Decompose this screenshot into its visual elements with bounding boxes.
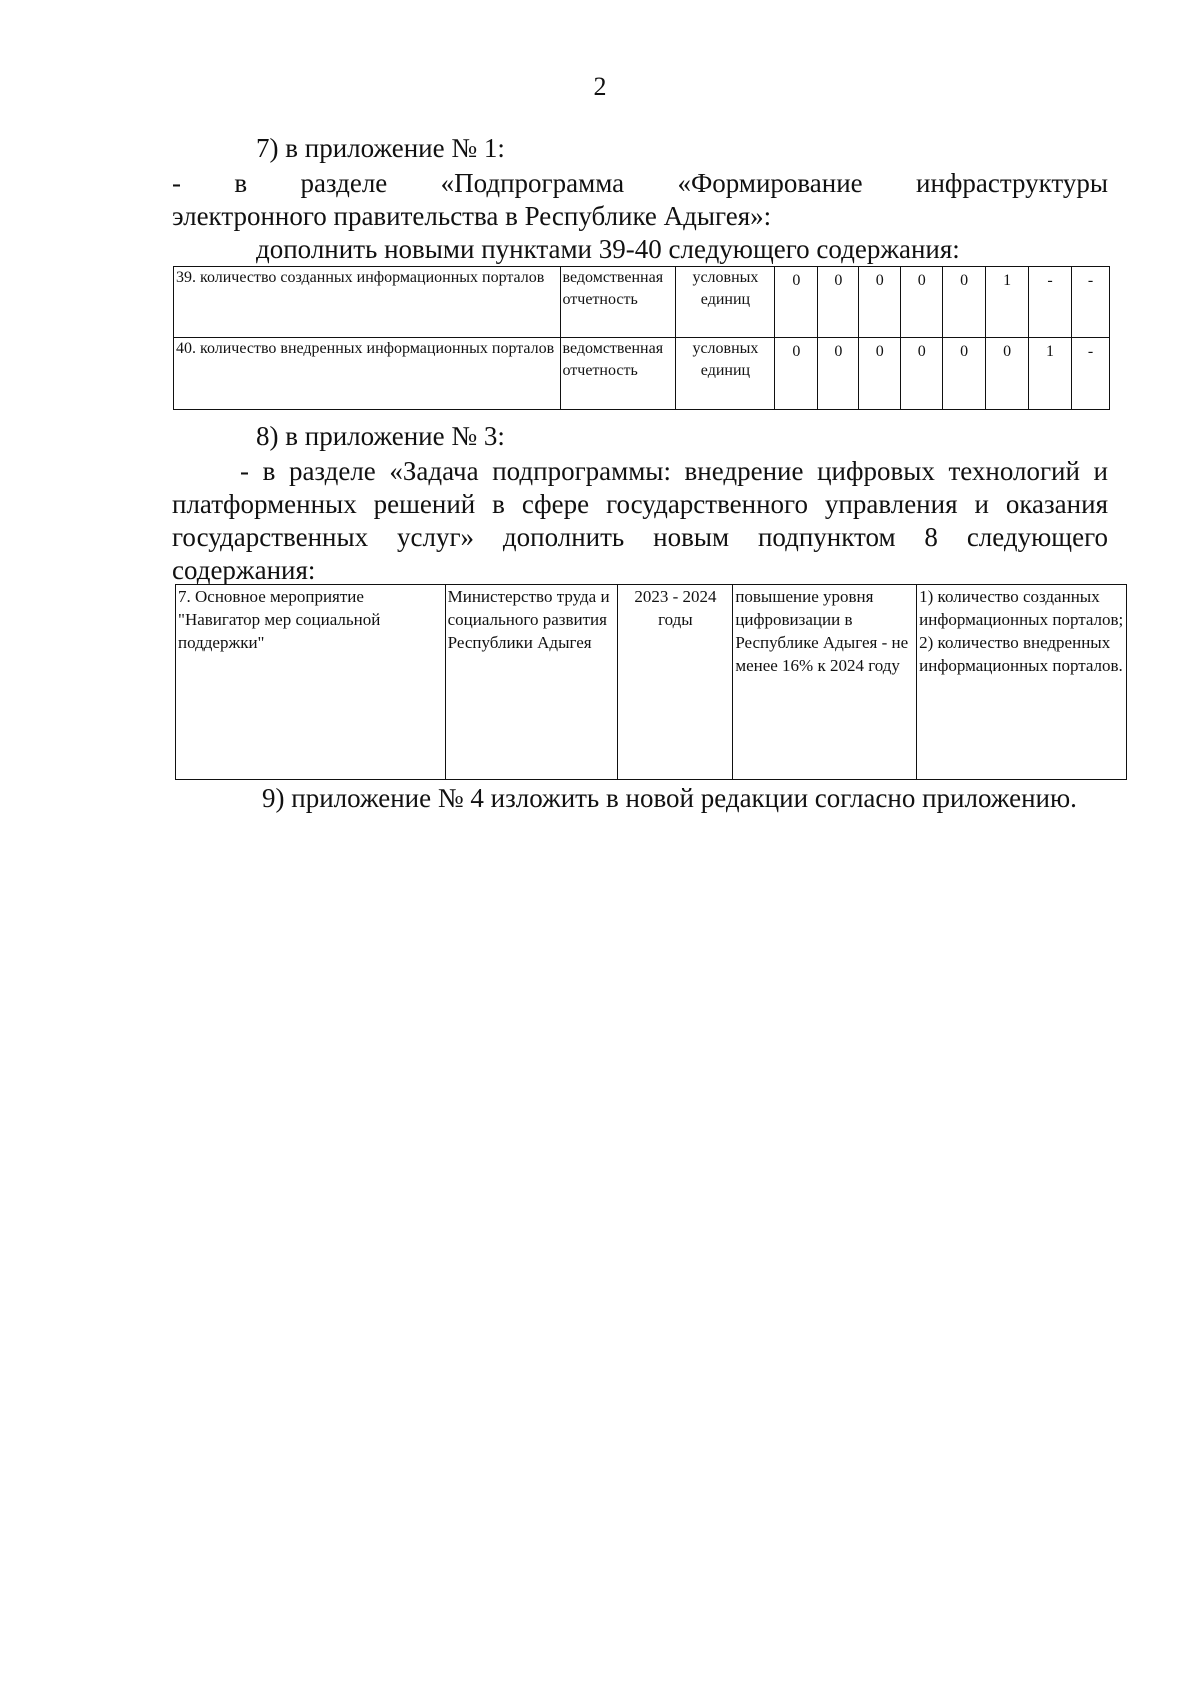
indicator-value: 0 — [901, 267, 943, 338]
indicator-value: 0 — [775, 338, 818, 410]
indicator-source: ведомственная отчетность — [560, 267, 676, 338]
indicator-value: 0 — [818, 267, 859, 338]
table-row — [174, 267, 1110, 338]
indicator-value: 0 — [901, 338, 943, 410]
table-row — [176, 585, 1127, 780]
measure-event: 7. Основное мероприятие "Навигатор мер социальной поддержки" — [176, 585, 446, 780]
indicator-unit: условных единиц — [676, 267, 775, 338]
page-number: 2 — [593, 72, 607, 101]
item8-section-line3: государственных услуг» дополнить новым подпунктом 8 следующего — [172, 522, 1108, 552]
item9-text: 9) приложение № 4 изложить в новой редакции согласно приложению. — [262, 783, 1077, 813]
indicator-value: 0 — [943, 338, 986, 410]
item7-section-line2: электронного правительства в Республике Адыгея»: — [172, 201, 772, 231]
indicator-value: 0 — [818, 338, 859, 410]
indicator-value: 1 — [986, 267, 1029, 338]
indicator-value: - — [1029, 267, 1072, 338]
indicator-name: 39. количество созданных информационных порталов — [174, 267, 561, 338]
item7-heading: 7) в приложение № 1: — [256, 133, 505, 163]
item7-section-line1: - в разделе «Подпрограмма «Формирование инфраструктуры — [172, 168, 1108, 198]
item8-section-line4: содержания: — [172, 555, 316, 585]
measures-table — [175, 584, 1127, 780]
indicators-table — [173, 266, 1110, 410]
item8-section-line2: платформенных решений в сфере государственного управления и оказания — [172, 489, 1108, 519]
indicator-value: 0 — [986, 338, 1029, 410]
measure-period: 2023 - 2024 годы — [618, 585, 733, 780]
indicator-value: 0 — [775, 267, 818, 338]
measure-executor: Министерство труда и социального развития Республики Адыгея — [445, 585, 618, 780]
indicator-value: 0 — [859, 338, 901, 410]
item8-section-line1: - в разделе «Задача подпрограммы: внедрение цифровых технологий и — [240, 456, 1108, 486]
item8-heading: 8) в приложение № 3: — [256, 421, 505, 451]
item7-intro: дополнить новыми пунктами 39-40 следующего содержания: — [256, 234, 960, 264]
indicator-value: 0 — [943, 267, 986, 338]
indicator-source: ведомственная отчетность — [560, 338, 676, 410]
measure-result: повышение уровня цифровизации в Республике Адыгея - не менее 16% к 2024 году — [733, 585, 917, 780]
table-row — [174, 338, 1110, 410]
indicator-name: 40. количество внедренных информационных порталов — [174, 338, 561, 410]
indicator-value: - — [1071, 338, 1109, 410]
indicator-unit: условных единиц — [676, 338, 775, 410]
measure-indicators: 1) количество созданных информационных порталов; 2) количество внедренных информационных порталов. — [917, 585, 1127, 780]
indicator-value: 0 — [859, 267, 901, 338]
indicator-value: - — [1071, 267, 1109, 338]
indicator-value: 1 — [1029, 338, 1072, 410]
